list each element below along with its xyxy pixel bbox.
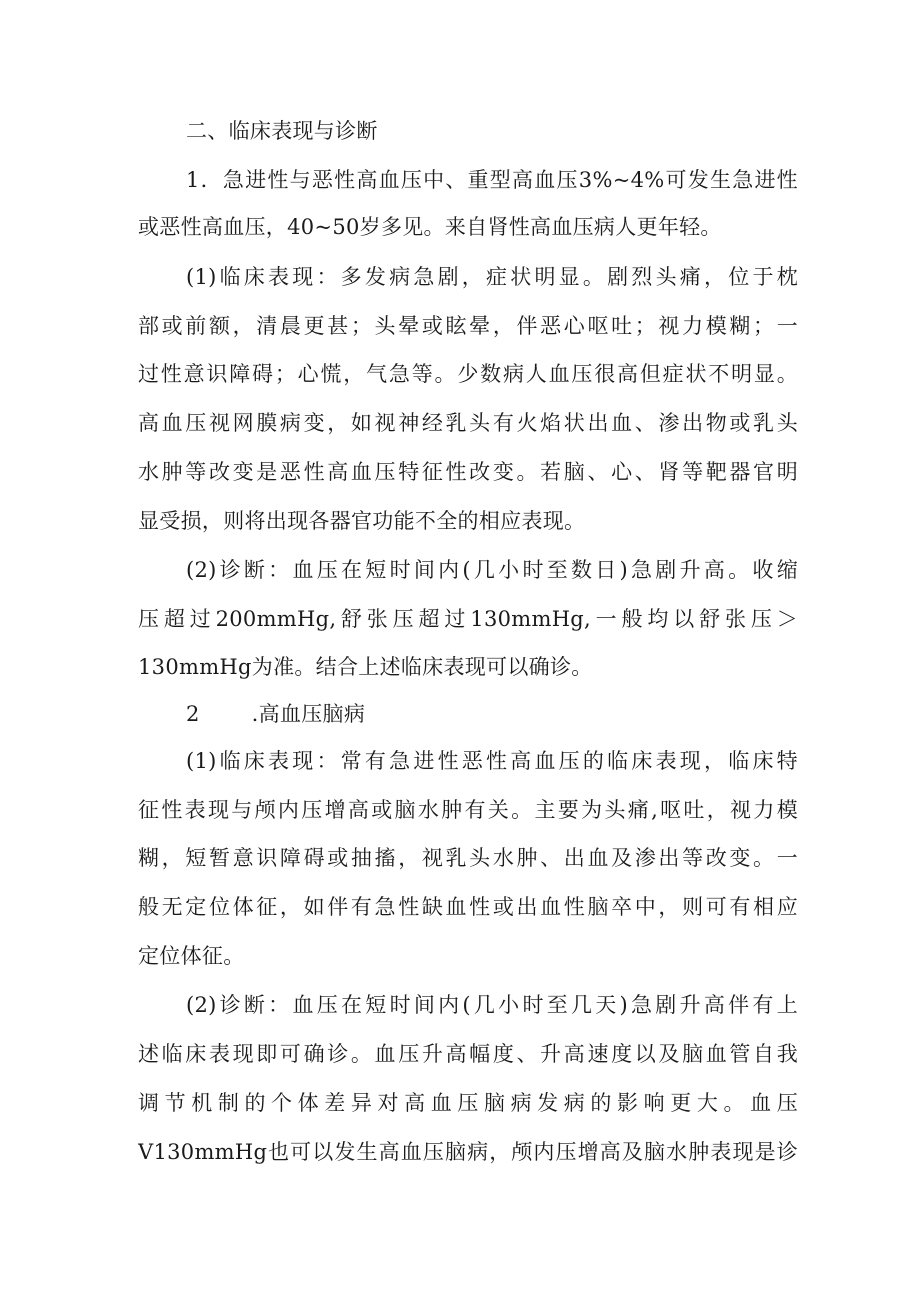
item-1-heading-line-2: 或恶性高血压，40~50岁多见。来自肾性高血压病人更年轻。: [138, 215, 722, 239]
paragraph-line: 高血压视网膜病变，如视神经乳头有火焰状出血、渗出物或乳头: [138, 411, 798, 435]
paragraph-line: 述临床表现即可确诊。血压升高幅度、升高速度以及脑血管自我: [138, 1042, 798, 1066]
paragraph-line: 定位体征。: [138, 944, 245, 968]
paragraph-line: 压超过200mmHg,舒张压超过130mmHg,一般均以舒张压＞: [138, 607, 798, 631]
item-2-number: 2: [186, 702, 200, 726]
paragraph-line: (2)诊断：血压在短时间内(几小时至几天)急剧升高伴有上: [186, 993, 798, 1017]
item-2-title: .高血压脑病: [251, 702, 366, 726]
paragraph-line: (2)诊断：血压在短时间内(几小时至数日)急剧升高。收缩: [186, 558, 798, 582]
paragraph-line: 过性意识障碍；心慌，气急等。少数病人血压很高但症状不明显。: [138, 362, 798, 386]
paragraph-line: V130mmHg也可以发生高血压脑病，颅内压增高及脑水肿表现是诊: [138, 1140, 798, 1164]
paragraph-line: (1)临床表现：常有急进性恶性高血压的临床表现，临床特: [186, 749, 798, 773]
paragraph-line: 水肿等改变是恶性高血压特征性改变。若脑、心、肾等靶器官明: [138, 460, 798, 484]
paragraph-line: 征性表现与颅内压增高或脑水肿有关。主要为头痛,呕吐，视力模: [138, 798, 798, 822]
paragraph-line: 130mmHg为准。结合上述临床表现可以确诊。: [138, 655, 593, 679]
paragraph-line: 糊，短暂意识障碍或抽搐，视乳头水肿、出血及渗出等改变。一: [138, 846, 798, 870]
paragraph-line: (1)临床表现：多发病急剧，症状明显。剧烈头痛，位于枕: [186, 265, 798, 289]
paragraph-line: 显受损，则将出现各器官功能不全的相应表现。: [138, 509, 586, 533]
item-2-heading: [186, 699, 798, 729]
item-1-heading-line-1: 1．急进性与恶性高血压中、重型高血压3%~4%可发生急进性: [186, 168, 798, 192]
paragraph-line: 调节机制的个体差异对高血压脑病发病的影响更大。血压: [138, 1091, 798, 1115]
section-heading: 二、临床表现与诊断: [186, 119, 378, 143]
paragraph-line: 般无定位体征，如伴有急性缺血性或出血性脑卒中，则可有相应: [138, 895, 798, 919]
paragraph-line: 部或前额，清晨更甚；头晕或眩晕，伴恶心呕吐；视力模糊；一: [138, 314, 798, 338]
